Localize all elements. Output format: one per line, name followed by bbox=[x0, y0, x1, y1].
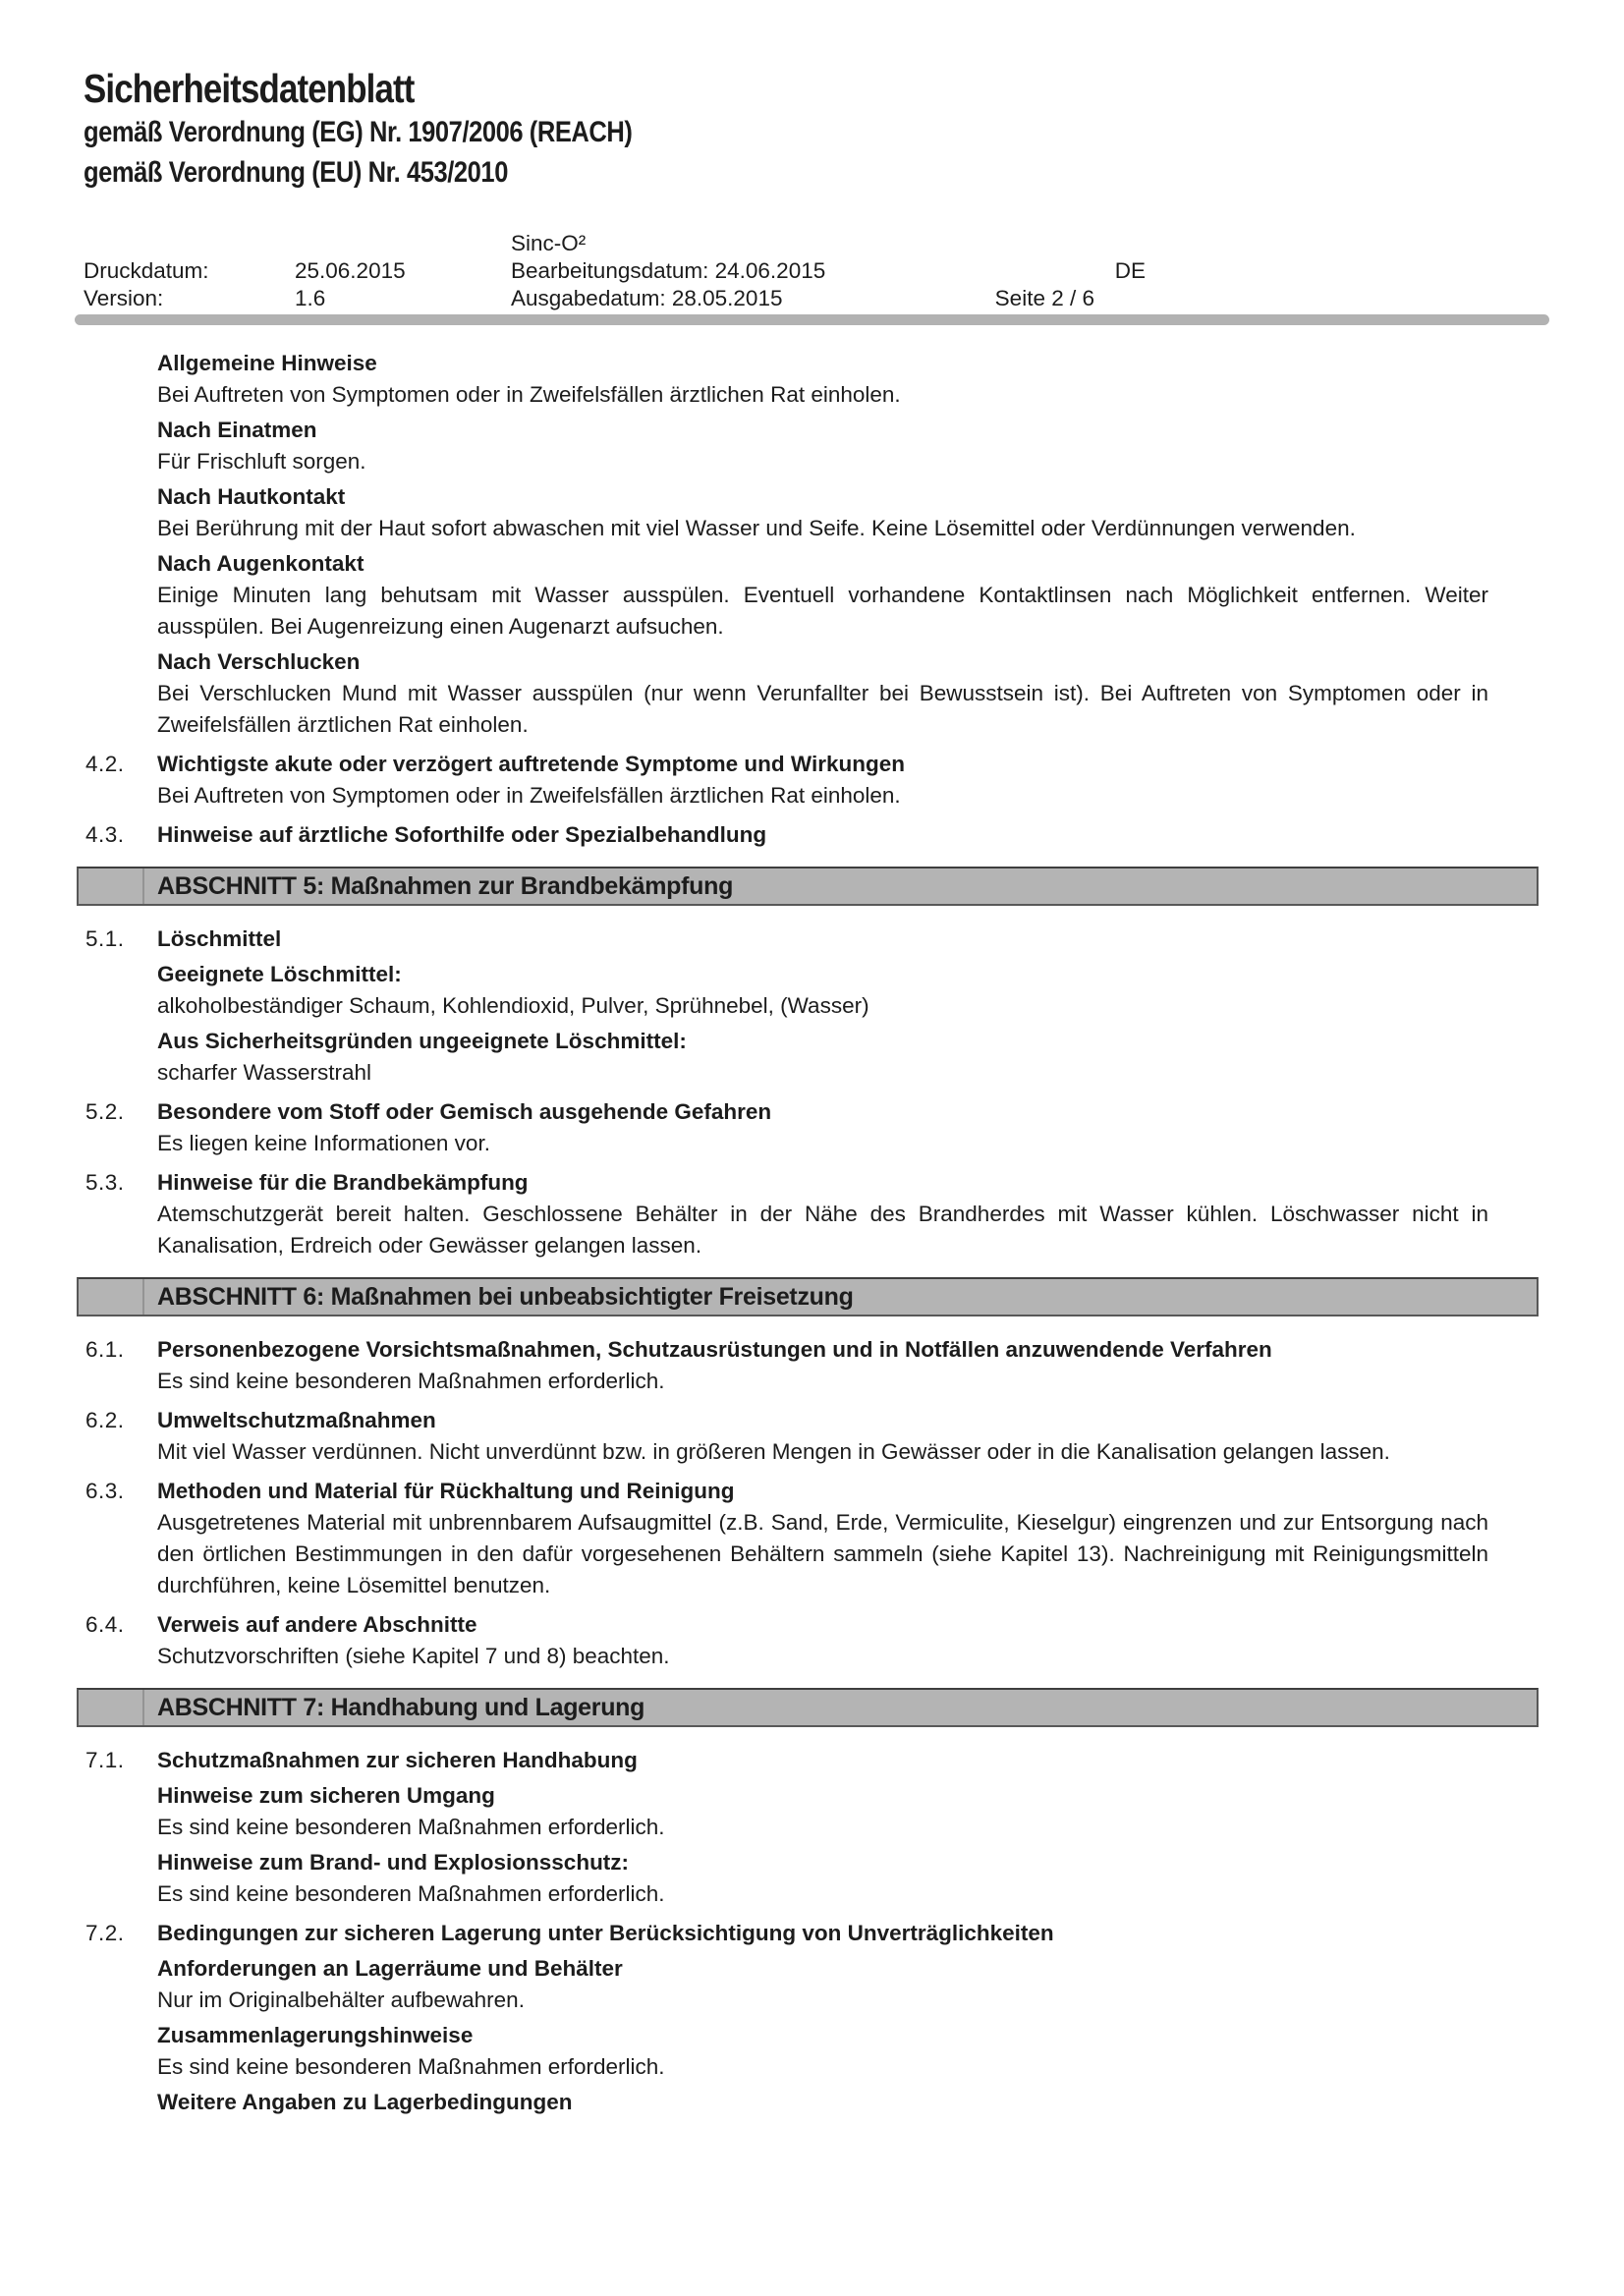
subheading: Hinweise zum sicheren Umgang bbox=[157, 1783, 495, 1808]
section-number: 4.3. bbox=[85, 822, 125, 847]
subheading: Aus Sicherheitsgründen ungeeignete Löschmittel: bbox=[157, 1029, 687, 1053]
subheading: Nach Augenkontakt bbox=[157, 551, 364, 576]
print-date-label: Druckdatum: bbox=[84, 258, 209, 283]
subheading: Anforderungen an Lagerräume und Behälter bbox=[157, 1956, 623, 1981]
numbered-heading bbox=[84, 1745, 1488, 1776]
paragraph: Bei Verschlucken Mund mit Wasser ausspülen (nur wenn Verunfallter bei Bewusstsein ist). Bei Auftreten von Symptomen oder in Zweifelsfällen ärztlichen Rat einholen. bbox=[157, 681, 1488, 737]
product-name: Sinc-O² bbox=[511, 231, 587, 255]
numbered-heading bbox=[84, 924, 1488, 955]
subheading: Hinweise zum Brand- und Explosionsschutz: bbox=[157, 1850, 630, 1875]
paragraph: Einige Minuten lang behutsam mit Wasser ausspülen. Eventuell vorhandene Kontaktlinsen nach Möglichkeit entfernen. Weiter ausspülen. Bei Augenreizung einen Augenarzt aufsuchen. bbox=[157, 583, 1488, 639]
section-heading-text: Wichtigste akute oder verzögert auftretende Symptome und Wirkungen bbox=[157, 752, 905, 776]
section-heading-text: Besondere vom Stoff oder Gemisch ausgehende Gefahren bbox=[157, 1099, 772, 1124]
issue-date: Ausgabedatum: 28.05.2015 bbox=[511, 286, 783, 310]
section-number: 7.1. bbox=[85, 1748, 125, 1772]
version-value: 1.6 bbox=[295, 286, 326, 310]
paragraph: Nur im Originalbehälter aufbewahren. bbox=[157, 1988, 525, 2012]
paragraph: Es sind keine besonderen Maßnahmen erforderlich. bbox=[157, 1815, 665, 1839]
header-rule bbox=[75, 314, 1549, 325]
paragraph: Es sind keine besonderen Maßnahmen erforderlich. bbox=[157, 1881, 665, 1906]
section-bar-divider bbox=[142, 868, 144, 904]
subheading: Weitere Angaben zu Lagerbedingungen bbox=[157, 2090, 573, 2114]
subheading: Nach Verschlucken bbox=[157, 649, 361, 674]
language-code: DE bbox=[1114, 258, 1146, 283]
numbered-heading bbox=[84, 1405, 1488, 1436]
section-number: 5.1. bbox=[85, 926, 125, 951]
paragraph: Es sind keine besonderen Maßnahmen erforderlich. bbox=[157, 2054, 665, 2079]
section-number: 7.2. bbox=[85, 1921, 125, 1945]
section-number: 5.2. bbox=[85, 1099, 125, 1124]
section-bar-divider bbox=[142, 1690, 144, 1725]
paragraph: Es sind keine besonderen Maßnahmen erforderlich. bbox=[157, 1369, 665, 1393]
section-number: 6.1. bbox=[85, 1337, 125, 1362]
section-heading-text: Umweltschutzmaßnahmen bbox=[157, 1408, 436, 1432]
subheading: Allgemeine Hinweise bbox=[157, 351, 377, 375]
section-number: 6.3. bbox=[85, 1479, 125, 1503]
numbered-heading bbox=[84, 1167, 1488, 1199]
section-bar bbox=[77, 1277, 1539, 1316]
section-bar-title: ABSCHNITT 5: Maßnahmen zur Brandbekämpfung bbox=[157, 872, 734, 900]
regulation-line-1: gemäß Verordnung (EG) Nr. 1907/2006 (REACH) bbox=[84, 116, 633, 148]
section-number: 6.2. bbox=[85, 1408, 125, 1432]
regulation-line-2: gemäß Verordnung (EU) Nr. 453/2010 bbox=[84, 156, 508, 189]
subheading: Nach Hautkontakt bbox=[157, 484, 346, 509]
section-heading-text: Verweis auf andere Abschnitte bbox=[157, 1612, 477, 1637]
numbered-heading bbox=[84, 1609, 1488, 1641]
numbered-heading bbox=[84, 749, 1488, 780]
paragraph: Atemschutzgerät bereit halten. Geschlossene Behälter in der Nähe des Brandherdes mit Wasser kühlen. Löschwasser nicht in Kanalisation, Erdreich oder Gewässer gelangen lassen. bbox=[157, 1202, 1488, 1258]
numbered-heading bbox=[84, 1476, 1488, 1507]
section-heading-text: Bedingungen zur sicheren Lagerung unter Berücksichtigung von Unverträglichkeiten bbox=[157, 1921, 1054, 1945]
section-heading-text: Schutzmaßnahmen zur sicheren Handhabung bbox=[157, 1748, 638, 1772]
paragraph: Mit viel Wasser verdünnen. Nicht unverdünnt bzw. in größeren Mengen in Gewässer oder in die Kanalisation gelangen lassen. bbox=[157, 1439, 1390, 1464]
page-number: Seite 2 / 6 bbox=[994, 286, 1094, 310]
numbered-heading bbox=[84, 819, 1488, 851]
numbered-heading bbox=[84, 1918, 1488, 1949]
version-label: Version: bbox=[84, 286, 164, 310]
section-number: 4.2. bbox=[85, 752, 125, 776]
section-bar bbox=[77, 867, 1539, 906]
section-heading-text: Hinweise für die Brandbekämpfung bbox=[157, 1170, 529, 1195]
paragraph: scharfer Wasserstrahl bbox=[157, 1060, 371, 1085]
content bbox=[84, 344, 1488, 2118]
paragraph: Bei Auftreten von Symptomen oder in Zweifelsfällen ärztlichen Rat einholen. bbox=[157, 382, 901, 407]
paragraph: alkoholbeständiger Schaum, Kohlendioxid, Pulver, Sprühnebel, (Wasser) bbox=[157, 993, 869, 1018]
section-heading-text: Hinweise auf ärztliche Soforthilfe oder Spezialbehandlung bbox=[157, 822, 767, 847]
subheading: Geeignete Löschmittel: bbox=[157, 962, 402, 986]
subheading: Zusammenlagerungshinweise bbox=[157, 2023, 474, 2047]
section-bar-title: ABSCHNITT 6: Maßnahmen bei unbeabsichtigter Freisetzung bbox=[157, 1283, 854, 1311]
numbered-heading bbox=[84, 1334, 1488, 1366]
paragraph: Bei Auftreten von Symptomen oder in Zweifelsfällen ärztlichen Rat einholen. bbox=[157, 783, 901, 808]
paragraph: Für Frischluft sorgen. bbox=[157, 449, 366, 474]
section-heading-text: Personenbezogene Vorsichtsmaßnahmen, Schutzausrüstungen und in Notfällen anzuwendende Verfahren bbox=[157, 1337, 1272, 1362]
section-number: 6.4. bbox=[85, 1612, 125, 1637]
section-bar-divider bbox=[142, 1279, 144, 1315]
paragraph: Es liegen keine Informationen vor. bbox=[157, 1131, 490, 1155]
section-heading-text: Löschmittel bbox=[157, 926, 282, 951]
section-bar bbox=[77, 1688, 1539, 1727]
section-number: 5.3. bbox=[85, 1170, 125, 1195]
subheading: Nach Einatmen bbox=[157, 418, 317, 442]
numbered-heading bbox=[84, 1096, 1488, 1128]
paragraph: Schutzvorschriften (siehe Kapitel 7 und 8) beachten. bbox=[157, 1644, 670, 1668]
section-bar-title: ABSCHNITT 7: Handhabung und Lagerung bbox=[157, 1694, 645, 1721]
section-heading-text: Methoden und Material für Rückhaltung und Reinigung bbox=[157, 1479, 735, 1503]
document-header bbox=[84, 65, 632, 193]
page-title: Sicherheitsdatenblatt bbox=[84, 66, 415, 111]
paragraph: Ausgetretenes Material mit unbrennbarem Aufsaugmittel (z.B. Sand, Erde, Vermiculite, Kieselgur) eingrenzen und zur Entsorgung nach den örtlichen Bestimmungen in den dafür vorgesehenen Behältern sammeln (siehe Kapitel 13). Nachreinigung mit Reinigungsmitteln durchführen, keine Lösemittel benutzen. bbox=[157, 1510, 1488, 1597]
print-date-value: 25.06.2015 bbox=[295, 258, 406, 283]
revision-date: Bearbeitungsdatum: 24.06.2015 bbox=[511, 258, 826, 283]
paragraph: Bei Berührung mit der Haut sofort abwaschen mit viel Wasser und Seife. Keine Lösemittel oder Verdünnungen verwenden. bbox=[157, 516, 1356, 540]
